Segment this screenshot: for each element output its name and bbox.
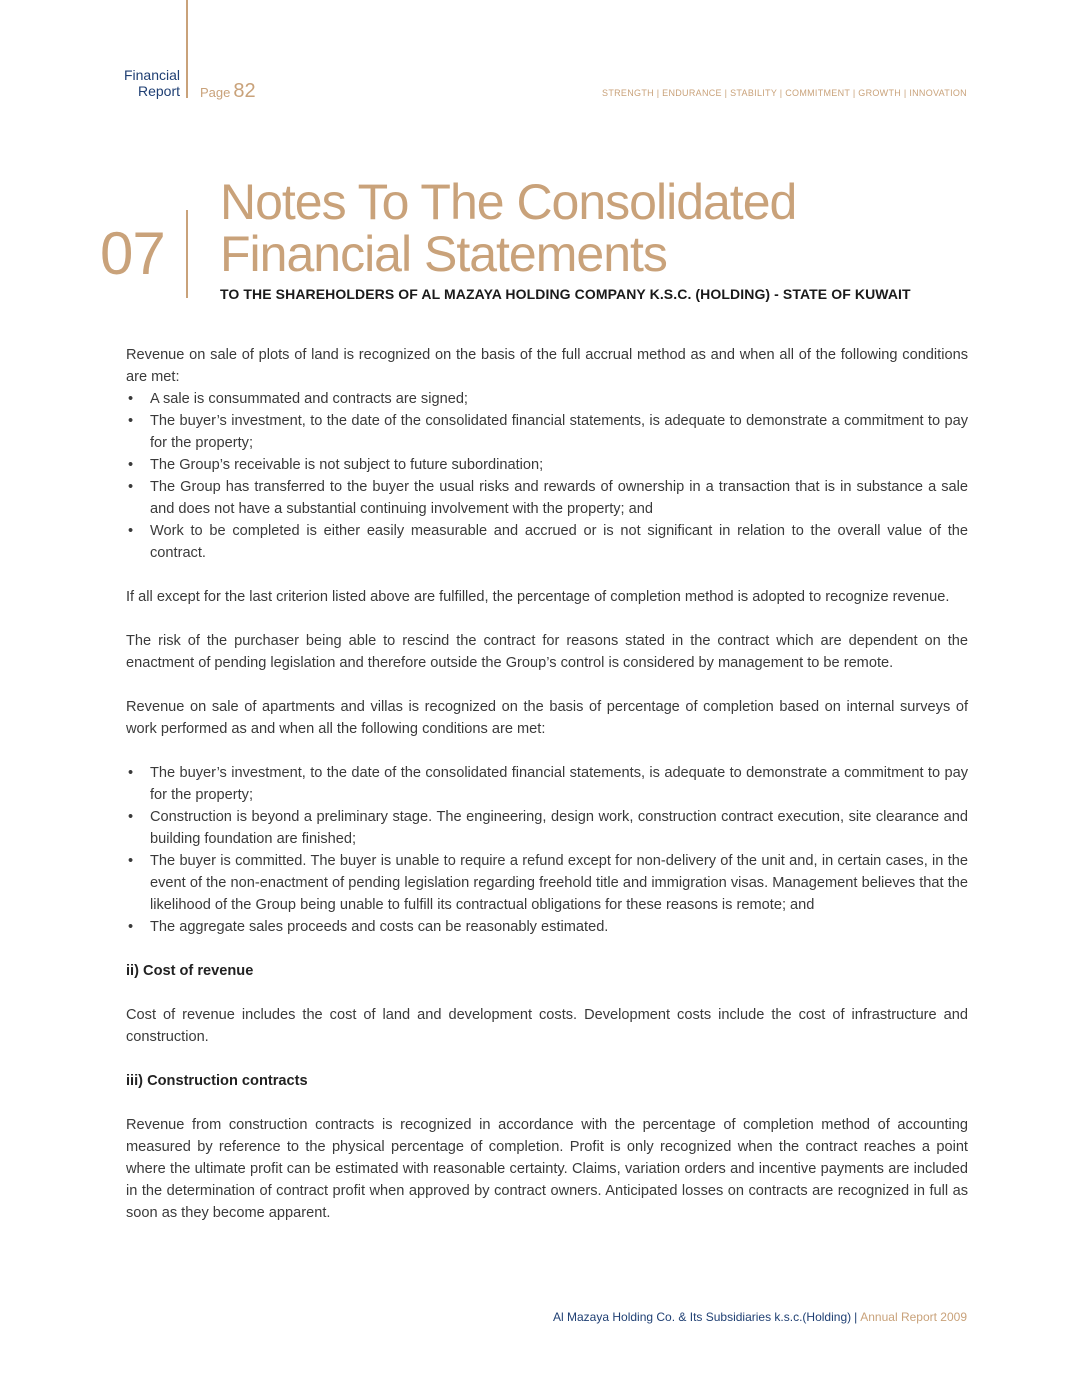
apartment-conditions-list — [126, 762, 968, 938]
body-content — [126, 344, 968, 1224]
heading-cost-of-revenue: ii) Cost of revenue — [126, 963, 254, 979]
footer-separator: | — [854, 1310, 858, 1324]
page-title-line-2: Financial Statements — [220, 226, 667, 282]
list-item: • The buyer’s investment, to the date of the consolidated financial statements, is adequate to demonstrate a commitment to pay for the property; — [126, 410, 968, 454]
list-item: • The buyer is committed. The buyer is unable to require a refund except for non-delivery of the unit and, in certain cases, in the event of the non-enactment of pending legislation regarding freehold title and immigration visas. Management believes that the likelihood of the Group being unable to fulfill its contractual obligations for these reasons is remote; and — [126, 850, 968, 916]
header-divider-line — [186, 0, 188, 98]
list-item: • Work to be completed is either easily measurable and accrued or is not significant in relation to the overall value of the contract. — [126, 520, 968, 564]
list-item: • Construction is beyond a preliminary stage. The engineering, design work, construction contract execution, site clearance and building foundation are finished; — [126, 806, 968, 850]
list-item: • The buyer’s investment, to the date of the consolidated financial statements, is adequate to demonstrate a commitment to pay for the property; — [126, 762, 968, 806]
header-section-label — [116, 67, 180, 99]
header-tagline: STRENGTH | ENDURANCE | STABILITY | COMMITMENT | GROWTH | INNOVATION — [602, 88, 967, 98]
section-divider-line — [186, 210, 188, 298]
list-item: • The Group has transferred to the buyer the usual risks and rewards of ownership in a transaction that is in substance a sale and does not have a substantial continuing involvement with the property; and — [126, 476, 968, 520]
page-title-line-1: Notes To The Consolidated — [220, 174, 797, 230]
page-subtitle: TO THE SHAREHOLDERS OF AL MAZAYA HOLDING COMPANY K.S.C. (HOLDING) - STATE OF KUWAIT — [220, 286, 911, 302]
page-number: 82 — [233, 80, 256, 102]
section-number: 07 — [100, 220, 165, 287]
page-indicator — [200, 80, 256, 104]
page-footer — [553, 1310, 967, 1324]
footer-report: Annual Report 2009 — [860, 1310, 967, 1324]
heading-construction-contracts: iii) Construction contracts — [126, 1073, 308, 1089]
land-conditions-list — [126, 388, 968, 564]
paragraph-land-revenue: Revenue on sale of plots of land is recognized on the basis of the full accrual method as and when all of the following conditions are met: — [126, 347, 968, 385]
paragraph-construction-contracts: Revenue from construction contracts is recognized in accordance with the percentage of completion method of accounting measured by reference to the physical percentage of completion. Profit is only recognized when the contract reaches a point where the ultimate profit can be estimated with reasonable certainty. Claims, variation orders and incentive payments are included in the determination of contract profit when approved by contract owners. Anticipated losses on contracts are recognized in full as soon as they become apparent. — [126, 1117, 968, 1221]
list-item: • The aggregate sales proceeds and costs can be reasonably estimated. — [126, 916, 968, 938]
page-label: Page — [200, 85, 231, 100]
header-financial: Financial — [123, 67, 180, 83]
header-report: Report — [137, 83, 180, 99]
footer-company: Al Mazaya Holding Co. & Its Subsidiaries k.s.c.(Holding) — [553, 1310, 852, 1324]
list-item: • The Group’s receivable is not subject to future subordination; — [126, 454, 968, 476]
page-title — [220, 176, 796, 280]
paragraph-apartments-revenue: Revenue on sale of apartments and villas is recognized on the basis of percentage of completion based on internal surveys of work performed as and when all the following conditions are met: — [126, 699, 968, 737]
list-item: • A sale is consummated and contracts are signed; — [126, 388, 968, 410]
paragraph-cost-of-revenue: Cost of revenue includes the cost of land and development costs. Development costs include the cost of infrastructure and construction. — [126, 1007, 968, 1045]
paragraph-rescind-risk: The risk of the purchaser being able to rescind the contract for reasons stated in the contract which are dependent on the enactment of pending legislation and therefore outside the Group’s control is considered by management to be remote. — [126, 633, 968, 671]
paragraph-percentage-completion: If all except for the last criterion listed above are fulfilled, the percentage of completion method is adopted to recognize revenue. — [126, 589, 950, 605]
